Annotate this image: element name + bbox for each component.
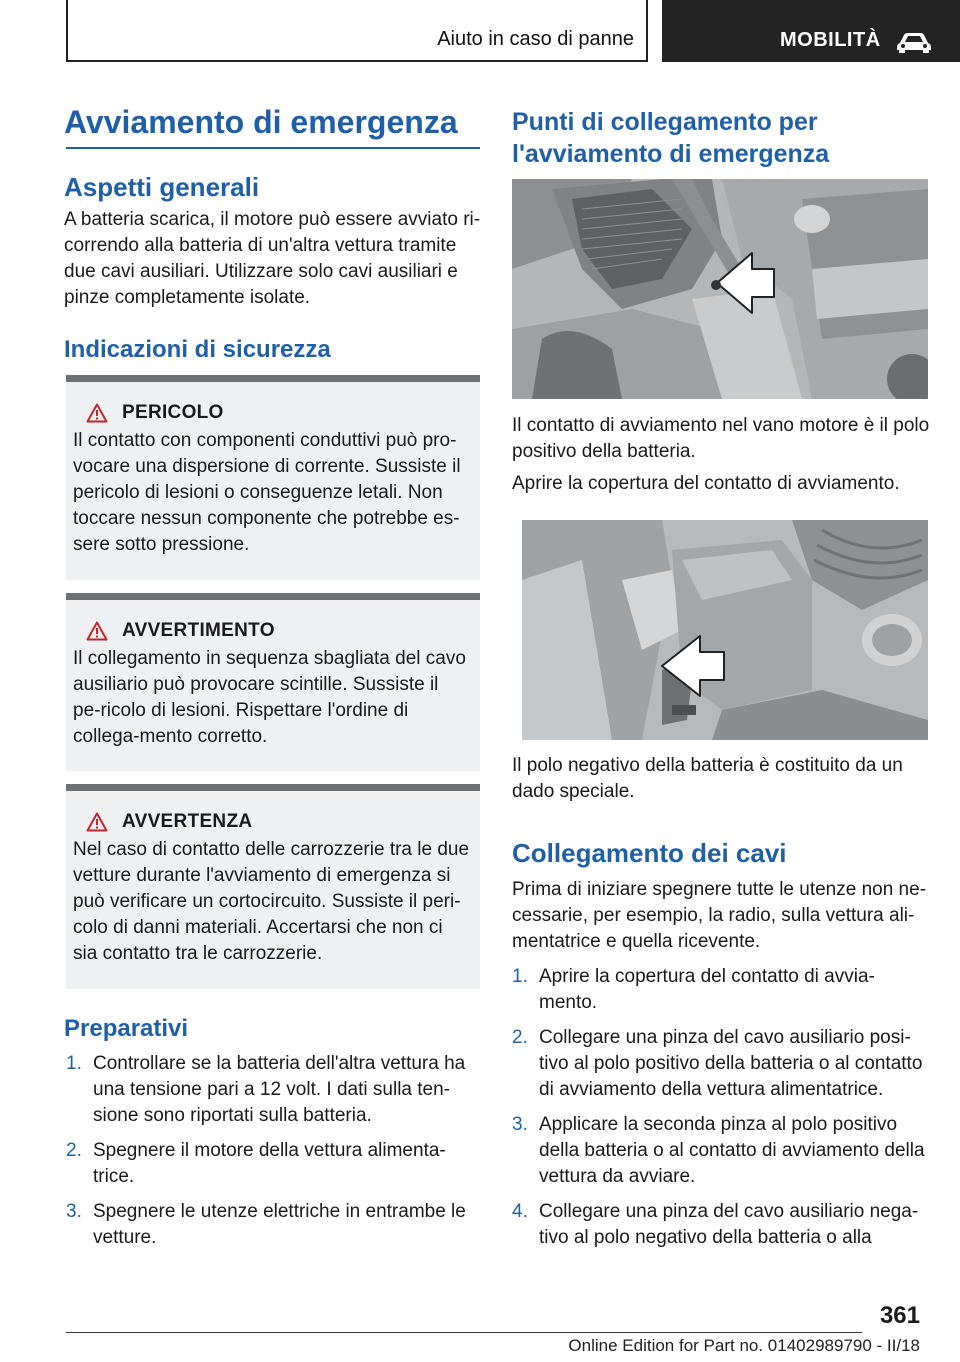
heading-safety: Indicazioni di sicurezza	[64, 336, 331, 363]
warning-triangle-icon	[86, 621, 108, 641]
warning-box-warning	[66, 593, 480, 771]
heading-preparations: Preparativi	[64, 1015, 189, 1042]
warning-text: Il contatto con componenti conduttivi può pro-vocare una dispersione di corrente. Sussiste il pericolo di lesioni o conseguenze letali. Non toccare nessun componente che potrebbe es-sere sotto pressione.	[73, 430, 461, 555]
list-item	[512, 1199, 932, 1251]
warning-level: PERICOLO	[122, 402, 224, 423]
page-number: 361	[879, 1302, 920, 1329]
footer-edition: Online Edition for Part no. 01402989790 - II/18	[568, 1336, 920, 1355]
warning-level: AVVERTIMENTO	[122, 620, 275, 641]
warning-level: AVVERTENZA	[122, 811, 253, 832]
step-number: 2.	[512, 1027, 528, 1048]
engine-photo-negative	[522, 520, 928, 740]
prep-steps-list	[66, 1051, 480, 1260]
connect-steps-list	[512, 964, 932, 1260]
engine-photo-positive-illustration	[512, 179, 928, 399]
step-text: Applicare la seconda pinza al polo positivo della batteria o al contatto di avviamento della vettura da avviare.	[539, 1114, 925, 1187]
general-text: A batteria scarica, il motore può essere avviato ri-correndo alla batteria di un'altra vettura tramite due cavi ausiliari. Utilizzare solo cavi ausiliari e pinze completamente isolate.	[64, 209, 481, 308]
heading-connecting-cables: Collegamento dei cavi	[512, 838, 787, 868]
heading-general: Aspetti generali	[64, 172, 260, 202]
step-number: 2.	[66, 1140, 82, 1161]
step-text: Spegnere le utenze elettriche in entrambe le vetture.	[93, 1201, 466, 1248]
title-rule	[66, 147, 480, 149]
footer-rule	[66, 1332, 862, 1333]
connect-text: Prima di iniziare spegnere tutte le utenze non ne-cessarie, per esempio, la radio, sulla vettura ali-mentatrice e quella ricevente.	[512, 879, 927, 952]
warning-triangle-icon	[86, 403, 108, 423]
step-text: Aprire la copertura del contatto di avvia-mento.	[539, 966, 875, 1013]
warning-box-caution	[66, 784, 480, 989]
step-number: 3.	[66, 1201, 82, 1222]
list-item	[512, 1112, 932, 1190]
page-title: Avviamento di emergenza	[64, 104, 458, 140]
step-text: Controllare se la batteria dell'altra vettura ha una tensione pari a 12 volt. I dati sulla ten-sione sono riportati sulla batteria.	[93, 1053, 466, 1126]
list-item	[512, 1025, 932, 1103]
step-number: 3.	[512, 1114, 528, 1135]
step-number: 4.	[512, 1201, 528, 1222]
step-text: Collegare una pinza del cavo ausiliario posi-tivo al polo positivo della batteria o al contatto di avviamento della vettura alimentatrice.	[539, 1027, 923, 1100]
caption-negative: Il polo negativo della batteria è costituito da un dado speciale.	[512, 755, 903, 802]
step-number: 1.	[512, 966, 528, 987]
list-item	[66, 1138, 480, 1190]
engine-photo-positive	[512, 179, 928, 399]
warning-text: Nel caso di contatto delle carrozzerie tra le due vetture durante l'avviamento di emergenza si può verificare un cortocircuito. Sussiste il peri-colo di danni materiali. Accertarsi che non ci sia contatto tra le carrozzerie.	[73, 839, 470, 964]
header-chapter-title: MOBILITÀ	[780, 29, 881, 51]
header-chapter-box	[662, 0, 960, 62]
header-section-box	[66, 0, 648, 62]
warning-text: Il collegamento in sequenza sbagliata del cavo ausiliario può provocare scintille. Sussiste il pe-ricolo di lesioni. Rispettare l'ordine di collega-mento corretto.	[73, 648, 466, 747]
heading-connection-points: Punti di collegamento per l'avviamento di emergenza	[512, 108, 830, 168]
warning-box-danger	[66, 375, 480, 580]
warning-triangle-icon	[86, 812, 108, 832]
caption-open-cover: Aprire la copertura del contatto di avviamento.	[512, 473, 900, 494]
caption-positive: Il contatto di avviamento nel vano motore è il polo positivo della batteria.	[512, 415, 930, 462]
engine-photo-negative-illustration	[522, 520, 928, 740]
list-item	[66, 1199, 480, 1251]
list-item	[66, 1051, 480, 1129]
step-text: Spegnere il motore della vettura alimenta-trice.	[93, 1140, 446, 1187]
car-icon	[894, 30, 934, 54]
header-section-title: Aiuto in caso di panne	[437, 28, 634, 50]
step-number: 1.	[66, 1053, 82, 1074]
list-item	[512, 964, 932, 1016]
step-text: Collegare una pinza del cavo ausiliario nega-tivo al polo negativo della batteria o alla	[539, 1201, 919, 1248]
